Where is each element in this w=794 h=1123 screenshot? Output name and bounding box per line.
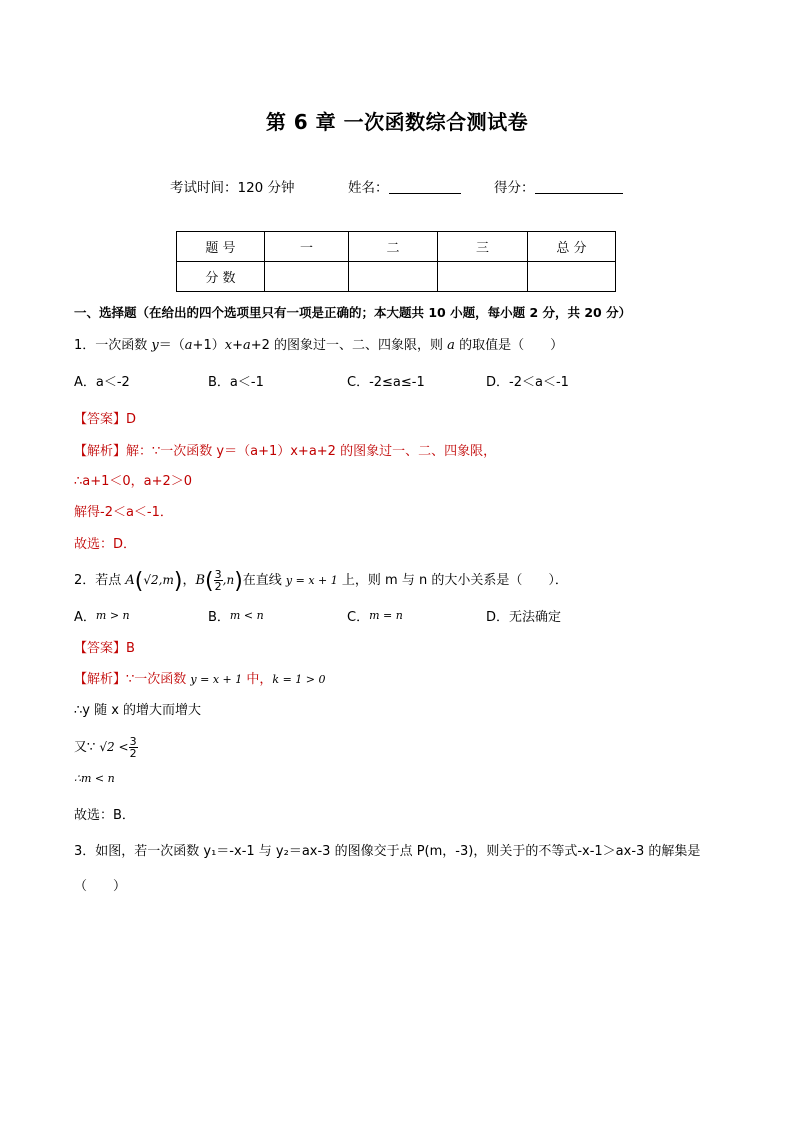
option-math: m > n	[95, 609, 130, 622]
score-table-empty-cell	[265, 262, 349, 292]
fraction-numerator: 3	[214, 568, 222, 581]
analysis-text: 解：∵一次函数 y＝（a+1）x+a+2 的图象过一、二、四象限，	[126, 444, 497, 459]
answer-label: 【答案】	[74, 412, 127, 427]
analysis-math: k = 1 > 0	[272, 673, 326, 686]
analysis-math: y = x + 1	[190, 673, 243, 686]
q2-stem-text: 在直线	[242, 573, 286, 588]
q2-analysis-2: ∴y 随 x 的增大而增大	[74, 703, 202, 718]
paren-open: (	[205, 569, 214, 594]
score-table-row-label: 分 数	[177, 262, 265, 292]
q2-answer	[74, 637, 135, 656]
score-table-cell: 三	[438, 232, 528, 262]
line-equation: y = x + 1	[285, 574, 338, 587]
q1-analysis-3: 解得-2＜a＜-1．	[74, 505, 173, 520]
name-label: 姓名：	[348, 180, 389, 196]
point-a-coords: √2,m	[143, 573, 174, 587]
score-table-header-row	[177, 232, 616, 262]
q1-stem	[74, 334, 563, 353]
fraction-denominator: 2	[214, 580, 222, 593]
score-table-cell: 题 号	[177, 232, 265, 262]
name-blank	[389, 179, 461, 194]
option-label: A．	[74, 610, 96, 625]
q1-var: x	[224, 338, 233, 353]
q1-stem-text: +	[232, 338, 243, 353]
option-math: m < n	[229, 609, 264, 622]
score-table-cell: 一	[265, 232, 349, 262]
score-blank	[535, 179, 623, 194]
point-b-coords: ,n	[222, 573, 235, 587]
fraction-denominator: 2	[129, 747, 137, 760]
answer-value: D	[126, 412, 137, 427]
analysis-text: 又∵	[74, 740, 100, 755]
q1-stem-text: +1）	[192, 338, 225, 353]
q2-analysis-3	[74, 732, 138, 762]
answer-label: 【答案】	[74, 641, 127, 656]
score-table-empty-cell	[349, 262, 438, 292]
score-table-cell: 二	[349, 232, 438, 262]
q2-option-a	[74, 606, 130, 625]
score-table-cell: 总 分	[528, 232, 616, 262]
option-math: m = n	[369, 609, 403, 622]
analysis-text: 中，	[242, 672, 273, 687]
option-label: C．	[347, 610, 370, 625]
q1-answer	[74, 408, 136, 427]
q1-var: a	[242, 338, 251, 353]
q2-stem-text: 上，则 m 与 n 的大小关系是（ ）．	[337, 573, 568, 588]
score-label: 得分：	[494, 180, 535, 196]
exam-time: 考试时间：120 分钟	[170, 180, 295, 196]
section-heading: 一、选择题（在给出的四个选项里只有一项是正确的；本大题共 10 小题，每小题 2 分，共 20 分）	[74, 305, 632, 320]
q2-option-d: D．无法确定	[486, 610, 562, 625]
q1-option-d: D．-2＜a＜-1	[486, 375, 569, 390]
q1-stem-text: ＝（	[158, 338, 185, 353]
q1-var: a	[184, 338, 193, 353]
score-table-score-row	[177, 262, 616, 292]
q2-analysis-4: ∴m < n	[74, 772, 115, 785]
fraction	[129, 736, 138, 759]
score-table-empty-cell	[528, 262, 616, 292]
q1-var: a	[447, 338, 455, 353]
q1-stem-text: +2 的图象过一、二、四象限，则	[250, 338, 448, 353]
page-title: 第 6 章 一次函数综合测试卷	[265, 110, 529, 134]
point-a-label: A	[125, 573, 135, 588]
analysis-math: √2 <	[99, 740, 129, 754]
point-b-label: B	[195, 573, 206, 588]
name-field	[348, 176, 461, 196]
q1-analysis-2: ∴a+1＜0，a+2＞0	[74, 474, 193, 489]
option-label: B．	[208, 610, 230, 625]
analysis-label: 【解析】	[74, 672, 127, 687]
q2-stem-text: 2．若点	[74, 573, 126, 588]
fraction	[214, 569, 223, 592]
fraction-numerator: 3	[129, 735, 137, 748]
q1-analysis-1	[74, 440, 496, 459]
q2-stem-text: ，	[182, 573, 196, 588]
paren-close: )	[234, 569, 243, 594]
q3-stem-paren: （ ）	[74, 879, 127, 894]
q2-analysis-1	[74, 668, 326, 687]
paren-close: )	[173, 569, 183, 594]
analysis-text: ∵一次函数	[126, 672, 191, 687]
q1-analysis-4: 故选：D．	[74, 537, 137, 552]
q1-option-b: B．a＜-1	[208, 375, 264, 390]
q2-stem	[74, 563, 568, 597]
score-table-empty-cell	[438, 262, 528, 292]
q1-stem-text: 1．一次函数	[74, 338, 152, 353]
score-field	[494, 176, 623, 196]
q2-option-b	[208, 606, 264, 625]
answer-value: B	[126, 641, 135, 656]
q2-analysis-5: 故选：B．	[74, 808, 135, 823]
paren-open: (	[134, 569, 144, 594]
q1-option-a: A．a＜-2	[74, 375, 130, 390]
q1-stem-text: 的取值是（ ）	[454, 338, 564, 353]
analysis-label: 【解析】	[74, 444, 127, 459]
q1-option-c: C．-2≤a≤-1	[347, 375, 425, 390]
q3-stem: 3．如图，若一次函数 y₁＝-x-1 与 y₂＝ax-3 的图像交于点 P(m，-3)，则关于的不等式-x-1＞ax-3 的解集是	[74, 844, 701, 859]
score-table	[176, 231, 616, 292]
q1-var: y	[151, 338, 159, 353]
q2-option-c	[347, 606, 403, 625]
